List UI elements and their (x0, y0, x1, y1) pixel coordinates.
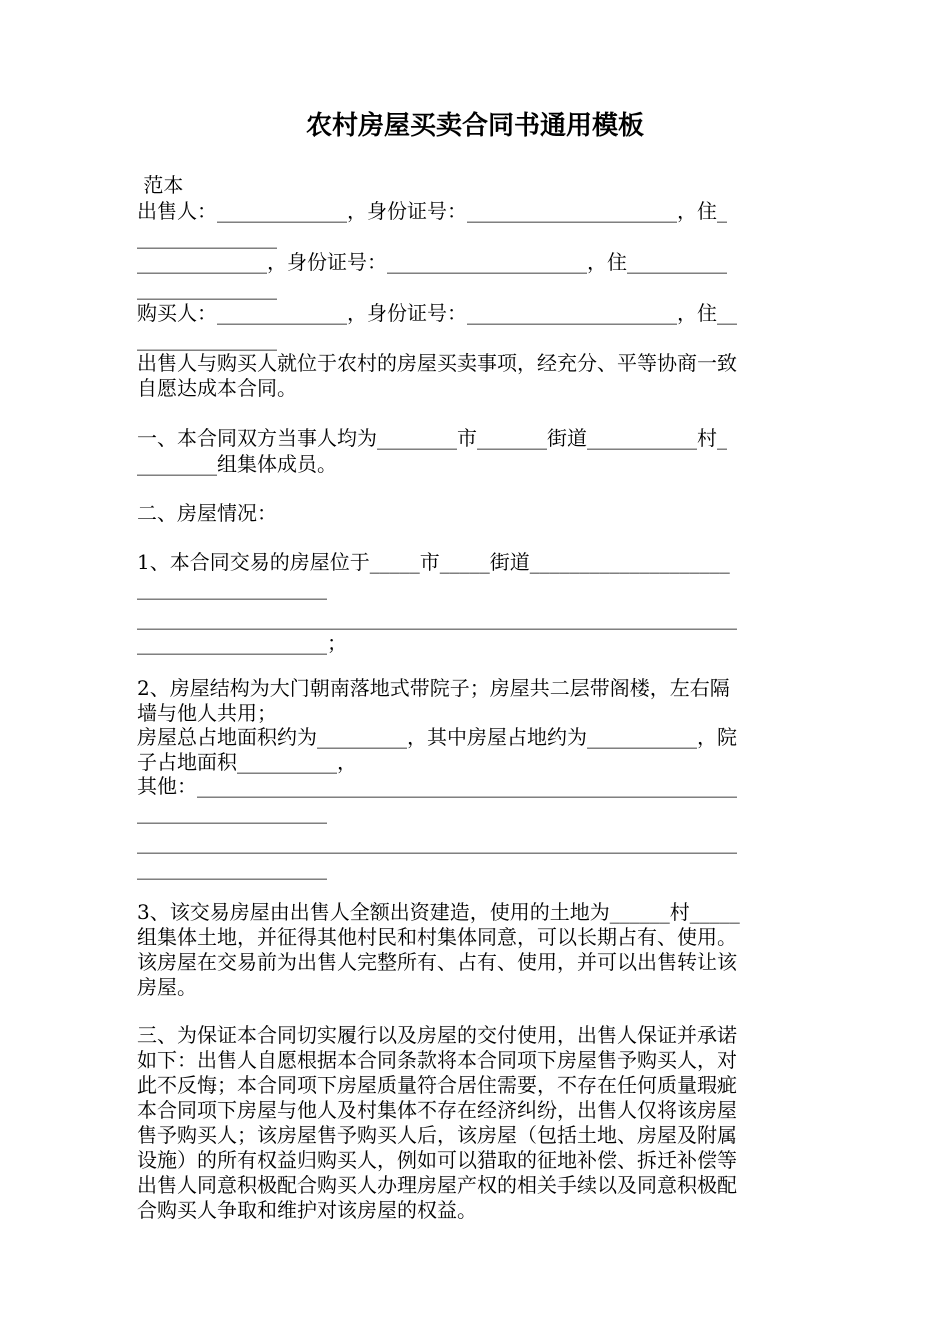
text-line: 出售人：_____________，身份证号：_____________________，住_ (137, 199, 727, 223)
text-line: 一、本合同双方当事人均为________市_______街道___________村_ (137, 426, 727, 450)
text-line: ___________________ (137, 576, 327, 600)
text-line: 合购买人争取和维护对该房屋的权益。 (137, 1198, 477, 1222)
text-line: 自愿达成本合同。 (137, 376, 297, 400)
text-line: ___________________； (137, 631, 347, 655)
text-line: ____________________________________________________________ (137, 830, 737, 854)
text-line: 3、该交易房屋由出售人全额出资建造，使用的土地为______村_____ (137, 900, 740, 924)
text-line: 1、本合同交易的房屋位于_____市_____街道____________________ (137, 550, 730, 574)
text-line: 2、房屋结构为大门朝南落地式带院子；房屋共二层带阁楼，左右隔 (137, 676, 730, 700)
text-line: 房屋总占地面积约为_________，其中房屋占地约为___________，院 (137, 725, 737, 749)
text-line: ________组集体成员。 (137, 452, 337, 476)
text-line: ______________ (137, 327, 277, 351)
text-line: ___________________ (137, 800, 327, 824)
text-line: 范本 (137, 173, 184, 197)
text-line: 子占地面积__________， (137, 750, 357, 774)
text-line: ___________________ (137, 856, 327, 880)
text-line: 该房屋在交易前为出售人完整所有、占有、使用，并可以出售转让该 (137, 950, 737, 974)
text-line: 组集体土地，并征得其他村民和村集体同意，可以长期占有、使用。 (137, 925, 737, 949)
text-line: 设施）的所有权益归购买人，例如可以猎取的征地补偿、拆迁补偿等 (137, 1148, 737, 1172)
text-line: 其他：______________________________________________________ (137, 774, 737, 798)
text-line: 如下：出售人自愿根据本合同条款将本合同项下房屋售予购买人，对 (137, 1048, 737, 1072)
text-line: 二、房屋情况： (137, 501, 277, 525)
text-line: ______________ (137, 276, 277, 300)
text-line: 三、为保证本合同切实履行以及房屋的交付使用，出售人保证并承诺 (137, 1023, 737, 1047)
text-line: 购买人：_____________，身份证号：_____________________，住__ (137, 301, 737, 325)
text-line: 墙与他人共用； (137, 701, 277, 725)
text-line: _____________，身份证号：____________________，住__________ (137, 250, 727, 274)
document-title: 农村房屋买卖合同书通用模板 (305, 111, 644, 141)
text-line: ______________ (137, 225, 277, 249)
text-line: 出售人与购买人就位于农村的房屋买卖事项，经充分、平等协商一致 (137, 351, 737, 375)
text-line: 房屋。 (137, 975, 197, 999)
text-line: 出售人同意积极配合购买人办理房屋产权的相关手续以及同意积极配 (137, 1173, 737, 1197)
text-line: 本合同项下房屋与他人及村集体不存在经济纠纷，出售人仅将该房屋 (137, 1098, 737, 1122)
text-line: 此不反悔；本合同项下房屋质量符合居住需要，不存在任何质量瑕疵 (137, 1073, 737, 1097)
text-line: 售予购买人；该房屋售予购买人后，该房屋（包括土地、房屋及附属 (137, 1123, 737, 1147)
text-line: ____________________________________________________________ (137, 606, 737, 630)
